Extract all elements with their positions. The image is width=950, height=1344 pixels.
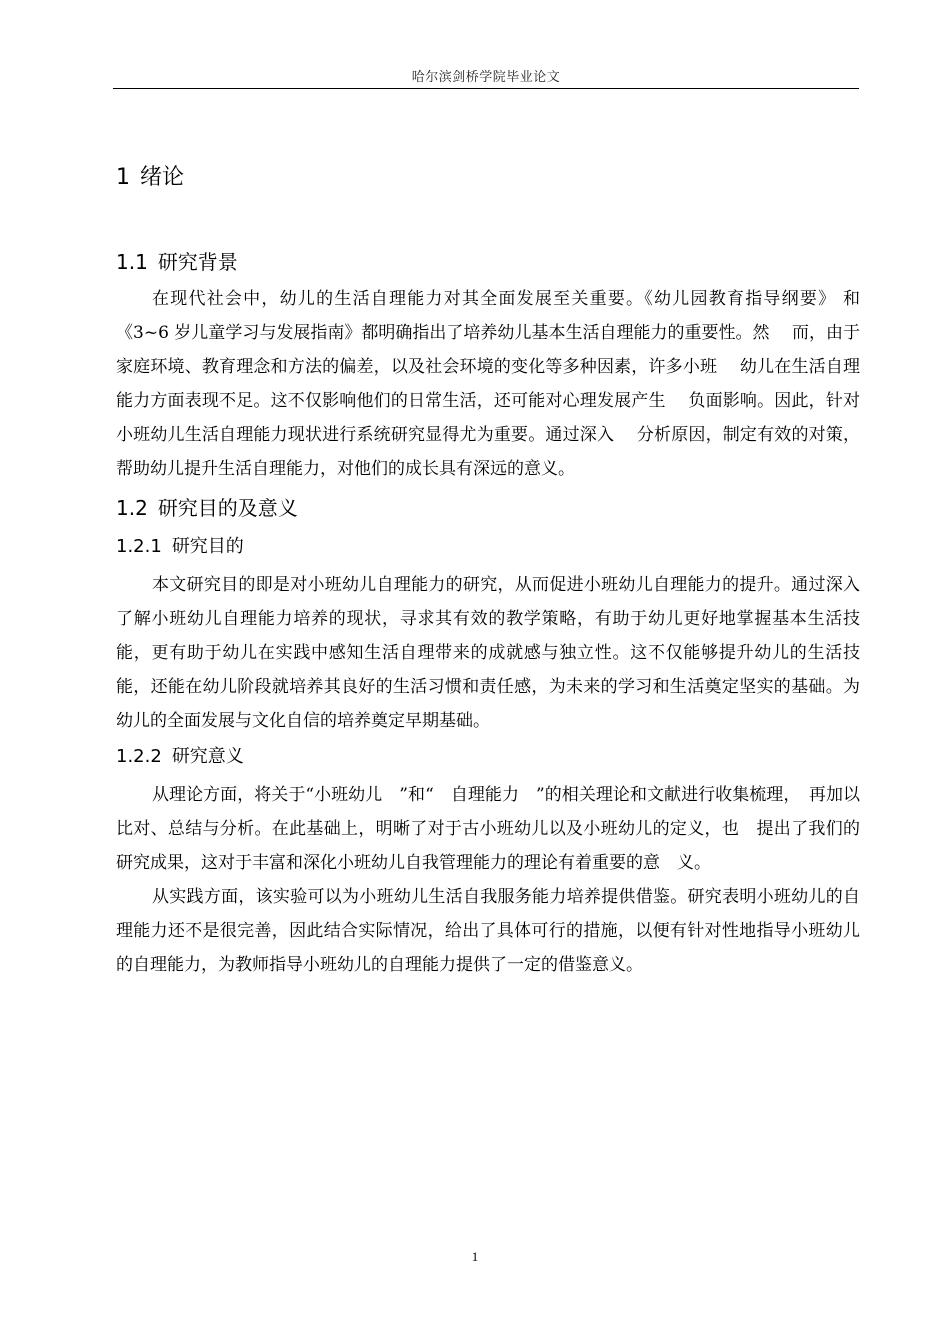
subsection-title: 研究目的	[171, 536, 244, 557]
subsection-number: 1.2.2	[116, 746, 162, 767]
section-heading-1-2	[116, 488, 860, 528]
page-header: 哈尔滨剑桥学院毕业论文	[411, 70, 561, 85]
header-divider	[113, 88, 859, 89]
section-title: 研究目的及意义	[157, 496, 298, 520]
chapter-title: 绪论	[140, 165, 185, 190]
paragraph-significance-practice: 从实践方面，该实验可以为小班幼儿生活自我服务能力培养提供借鉴。研究表明小班幼儿的自理能力还不是很完善，因此结合实际情况，给出了具体可行的措施，以便有针对性地指导小班幼儿的自理能力，为教师指导小班幼儿的自理能力提供了一定的借鉴意义。	[116, 887, 860, 975]
paragraph-purpose: 本文研究目的即是对小班幼儿自理能力的研究，从而促进小班幼儿自理能力的提升。通过深入了解小班幼儿自理能力培养的现状，寻求其有效的教学策略，有助于幼儿更好地掌握基本生活技能，更有助于幼儿在实践中感知生活自理带来的成就感与独立性。这不仅能够提升幼儿的生活技能，还能在幼儿阶段就培养其良好的生活习惯和责任感，为未来的学习和生活奠定坚实的基础。为幼儿的全面发展与文化自信的培养奠定早期基础。	[116, 575, 860, 731]
section-title: 研究背景	[157, 250, 238, 274]
section-number: 1.2	[116, 496, 148, 520]
chapter-number: 1	[116, 165, 130, 190]
section-number: 1.1	[116, 250, 148, 274]
chapter-heading	[116, 156, 860, 200]
subsection-heading-1-2-1	[116, 528, 860, 566]
section-heading-1-1	[116, 242, 860, 282]
paragraph-significance-theory: 从理论方面，将关于“小班幼儿 ”和“ 自理能力 ”的相关理论和文献进行收集梳理， 再加以比对、总结与分析。在此基础上，明晰了对于古小班幼儿以及小班幼儿的定义，也 提出了我们的研究成果，这对于丰富和深化小班幼儿自我管理能力的理论有着重要的意 义。	[116, 785, 860, 873]
subsection-number: 1.2.1	[116, 536, 162, 557]
subsection-title: 研究意义	[171, 746, 244, 767]
subsection-heading-1-2-2	[116, 738, 860, 776]
paragraph-background: 在现代社会中，幼儿的生活自理能力对其全面发展至关重要。《幼儿园教育指导纲要》 和《3~6 岁儿童学习与发展指南》都明确指出了培养幼儿基本生活自理能力的重要性。然 而，由于家庭环境、教育理念和方法的偏差，以及社会环境的变化等多种因素，许多小班 幼儿在生活自理能力方面表现不足。这不仅影响他们的日常生活，还可能对心理发展产生 负面影响。因此，针对小班幼儿生活自理能力现状进行系统研究显得尤为重要。通过深入 分析原因，制定有效的对策，帮助幼儿提升生活自理能力，对他们的成长具有深远的意义。	[116, 289, 860, 479]
page-number: 1	[471, 1249, 479, 1264]
page-body	[116, 156, 860, 982]
